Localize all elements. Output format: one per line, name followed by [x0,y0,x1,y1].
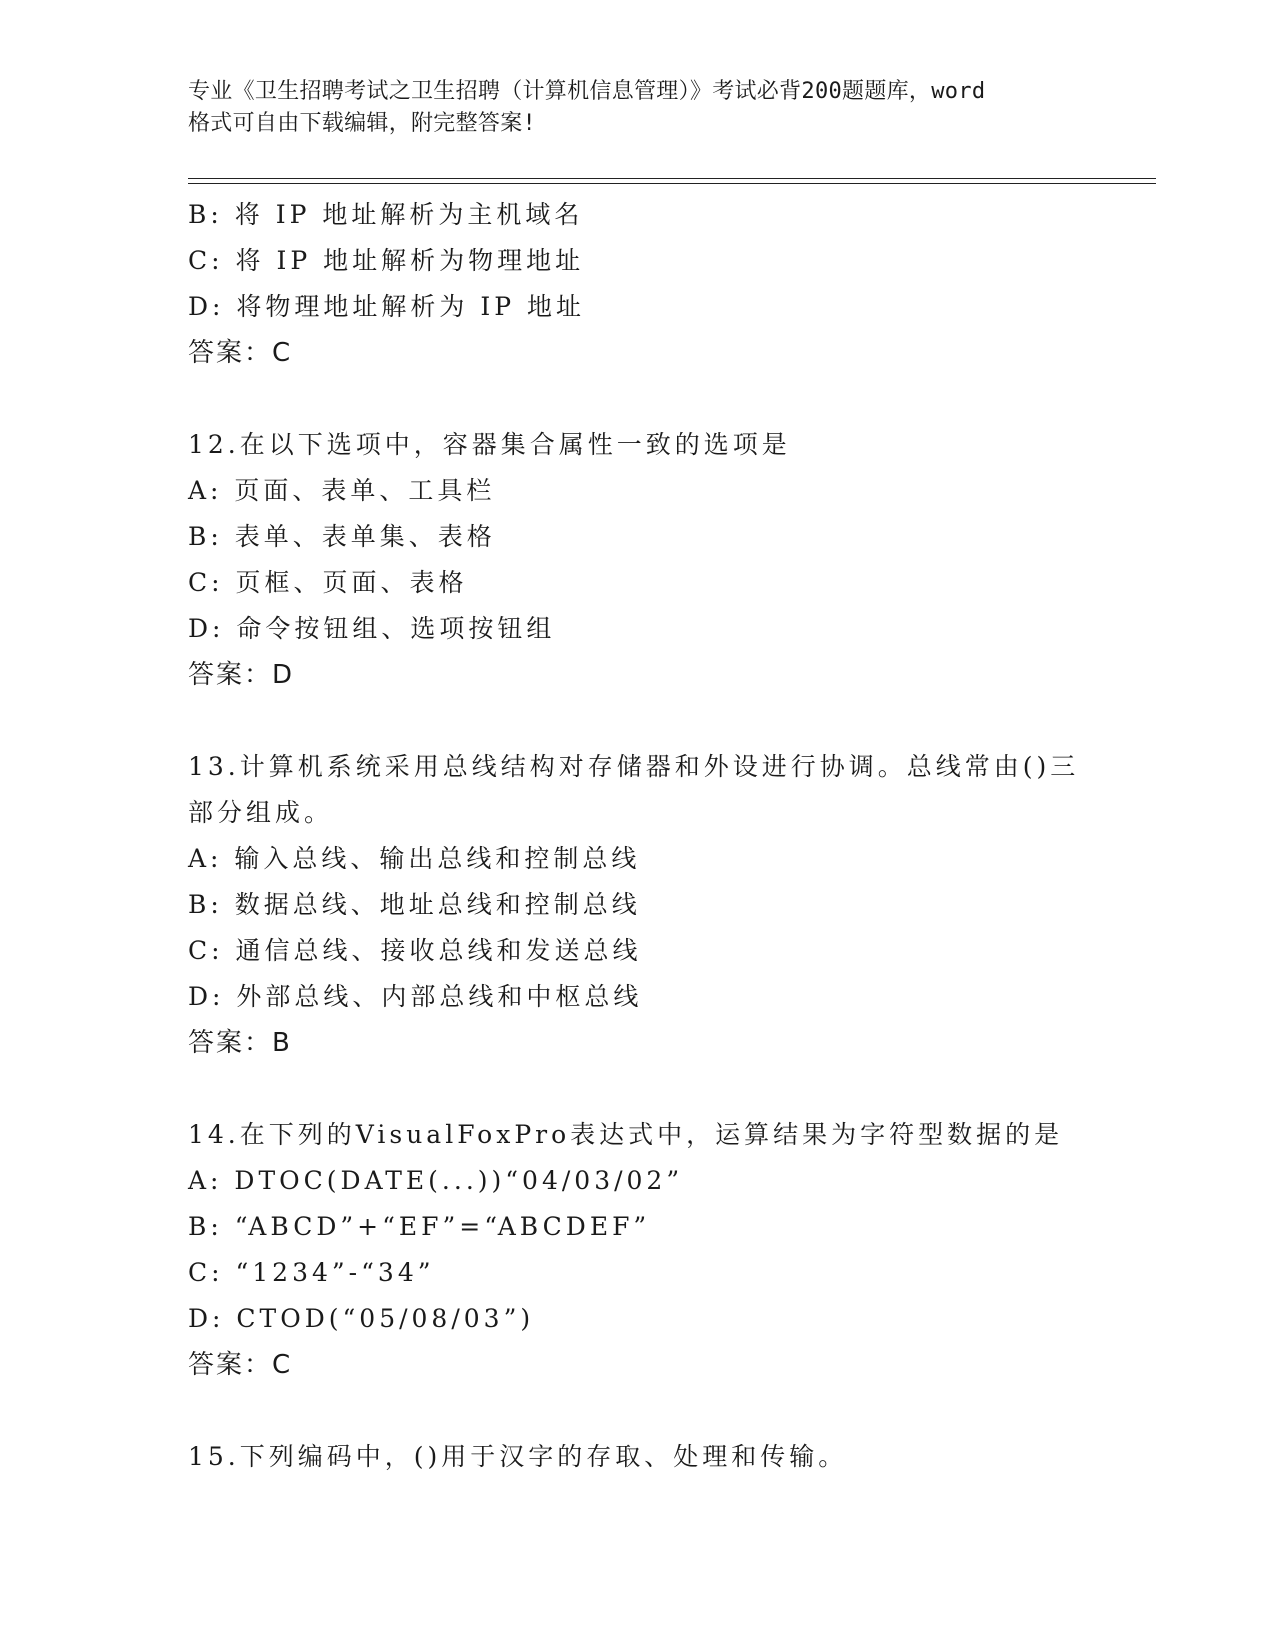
option-b: B: 将 IP 地址解析为主机域名 [188,200,584,229]
spacer [188,698,1088,744]
spacer [188,1066,1088,1112]
question-stem-line-2: 部分组成。 [188,798,334,827]
question-11-tail [188,192,1088,376]
question-15 [188,1434,1088,1480]
question-14 [188,1112,1088,1388]
answer: 答案：C [188,338,293,368]
option-a: A: DTOC(DATE(...))“04/03/02” [188,1166,684,1195]
option-b: B: “ABCD”+“EF”=“ABCDEF” [188,1212,651,1241]
question-stem: 14.在下列的VisualFoxPro表达式中，运算结果为字符型数据的是 [188,1120,1064,1149]
question-12 [188,422,1088,698]
header-line-1: 专业《卫生招聘考试之卫生招聘（计算机信息管理）》考试必背200题题库，word [188,79,986,104]
question-stem: 15.下列编码中，()用于汉字的存取、处理和传输。 [188,1442,848,1471]
question-list [188,192,1088,1480]
question-stem-line-1: 13.计算机系统采用总线结构对存储器和外设进行协调。总线常由()三 [188,752,1080,781]
option-d: D: 命令按钮组、选项按钮组 [188,614,556,643]
option-c: C: 页框、页面、表格 [188,568,468,597]
option-d: D: 将物理地址解析为 IP 地址 [188,292,586,321]
answer: 答案：D [188,660,295,690]
answer: 答案：B [188,1028,292,1058]
spacer [188,376,1088,422]
option-d: D: CTOD(“05/08/03”) [188,1304,535,1333]
document-header [188,76,1088,140]
question-13 [188,744,1088,1066]
question-stem: 12.在以下选项中，容器集合属性一致的选项是 [188,430,791,459]
option-d: D: 外部总线、内部总线和中枢总线 [188,982,643,1011]
spacer [188,1388,1088,1434]
header-line-2: 格式可自由下载编辑，附完整答案! [188,111,537,136]
option-a: A: 页面、表单、工具栏 [188,476,496,505]
option-c: C: 通信总线、接收总线和发送总线 [188,936,642,965]
header-divider-top [188,178,1156,179]
answer: 答案：C [188,1350,293,1380]
header-divider-bottom [188,183,1156,184]
option-a: A: 输入总线、输出总线和控制总线 [188,844,641,873]
option-b: B: 表单、表单集、表格 [188,522,496,551]
option-c: C: “1234”-“34” [188,1258,435,1287]
option-b: B: 数据总线、地址总线和控制总线 [188,890,641,919]
option-c: C: 将 IP 地址解析为物理地址 [188,246,585,275]
